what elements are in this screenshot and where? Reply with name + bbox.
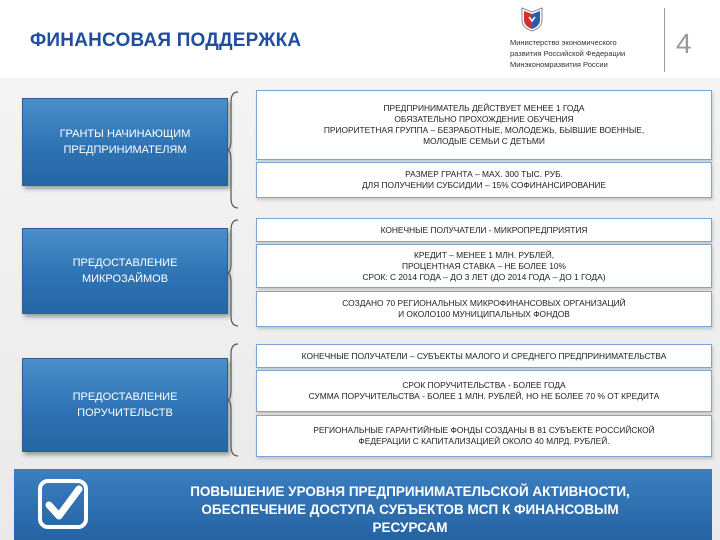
info-box (256, 244, 712, 288)
banner-line: РЕСУРСАМ (372, 520, 448, 535)
info-line: ОБЯЗАТЕЛЬНО ПРОХОЖДЕНИЕ ОБУЧЕНИЯ (394, 114, 574, 124)
header-divider (664, 8, 665, 72)
category-label: МИКРОЗАЙМОВ (81, 273, 169, 285)
banner-text (130, 483, 690, 537)
info-box (256, 344, 712, 368)
brace-icon (226, 342, 240, 458)
banner-line: ОБЕСПЕЧЕНИЕ ДОСТУПА СУБЪЕКТОВ МСП К ФИНАНСОВЫМ (201, 502, 619, 517)
info-line: И ОКОЛО100 МУНИЦИПАЛЬНЫХ ФОНДОВ (398, 309, 570, 319)
ministry-logo-icon (520, 6, 544, 32)
ministry-line: развития Российской Федерации (510, 49, 626, 58)
info-line: КОНЕЧНЫЕ ПОЛУЧАТЕЛИ – СУБЪЕКТЫ МАЛОГО И СРЕДНЕГО ПРЕДПРИНИМАТЕЛЬСТВА (301, 350, 667, 361)
info-box (256, 291, 712, 327)
category-label: ПРЕДОСТАВЛЕНИЕ (72, 257, 178, 269)
info-line: ДЛЯ ПОЛУЧЕНИИ СУБСИДИИ – 15% СОФИНАНСИРОВАНИЕ (361, 180, 607, 190)
ministry-name (510, 37, 660, 70)
conclusion-banner (14, 469, 712, 540)
brace-icon (226, 90, 240, 210)
info-line: ПРОЦЕНТНАЯ СТАВКА – НЕ БОЛЕЕ 10% (402, 260, 566, 271)
checkmark-icon (34, 475, 92, 533)
info-line: СУММА ПОРУЧИТЕЛЬСТВА - БОЛЕЕ 1 МЛН. РУБЛЕЙ, НО НЕ БОЛЕЕ 70 % ОТ КРЕДИТА (308, 391, 660, 401)
ministry-line: Министерство экономического (510, 38, 617, 47)
header (0, 0, 720, 78)
category-grants (22, 98, 228, 186)
page-number: 4 (676, 28, 692, 59)
ministry-line: Минэкономразвития России (510, 60, 608, 69)
info-box (256, 415, 712, 457)
info-box (256, 162, 712, 198)
info-box (256, 90, 712, 160)
info-line: ФЕДЕРАЦИИ С КАПИТАЛИЗАЦИЕЙ ОКОЛО 40 МЛРД. РУБЛЕЙ. (358, 436, 610, 446)
category-microloans (22, 228, 228, 314)
info-line: РАЗМЕР ГРАНТА – MAX. 300 ТЫС. РУБ. (405, 169, 563, 179)
category-label: ГРАНТЫ НАЧИНАЮЩИМ (59, 128, 191, 140)
info-line: РЕГИОНАЛЬНЫЕ ГАРАНТИЙНЫЕ ФОНДЫ СОЗДАНЫ В 81 СУБЪЕКТЕ РОССИЙСКОЙ (313, 425, 655, 435)
category-label: ПРЕДОСТАВЛЕНИЕ (72, 391, 178, 403)
page-title: ФИНАНСОВАЯ ПОДДЕРЖКА (30, 30, 302, 51)
banner-line: ПОВЫШЕНИЕ УРОВНЯ ПРЕДПРИНИМАТЕЛЬСКОЙ АКТИВНОСТИ, (190, 484, 630, 499)
info-line: КРЕДИТ – МЕНЕЕ 1 МЛН. РУБЛЕЙ, (413, 249, 555, 260)
info-line: СРОК: С 2014 ГОДА – ДО 3 ЛЕТ (ДО 2014 ГОДА – ДО 1 ГОДА) (362, 271, 606, 282)
info-line: СОЗДАНО 70 РЕГИОНАЛЬНЫХ МИКРОФИНАНСОВЫХ ОРГАНИЗАЦИЙ (342, 298, 626, 308)
info-line: ПРЕДПРИНИМАТЕЛЬ ДЕЙСТВУЕТ МЕНЕЕ 1 ГОДА (383, 103, 585, 113)
category-guarantees (22, 358, 228, 452)
info-box (256, 218, 712, 242)
info-line: МОЛОДЫЕ СЕМЬИ С ДЕТЬМИ (423, 136, 545, 146)
info-line: КОНЕЧНЫЕ ПОЛУЧАТЕЛИ - МИКРОПРЕДПРИЯТИЯ (380, 224, 588, 235)
info-line: ПРИОРИТЕТНАЯ ГРУППА – БЕЗРАБОТНЫЕ, МОЛОДЕЖЬ, БЫВШИЕ ВОЕННЫЕ, (323, 125, 645, 135)
brace-icon (226, 218, 240, 328)
category-label: ПРЕДПРИНИМАТЕЛЯМ (63, 144, 187, 156)
info-box (256, 370, 712, 412)
info-line: СРОК ПОРУЧИТЕЛЬСТВА - БОЛЕЕ ГОДА (402, 380, 566, 390)
category-label: ПОРУЧИТЕЛЬСТВ (77, 407, 173, 419)
